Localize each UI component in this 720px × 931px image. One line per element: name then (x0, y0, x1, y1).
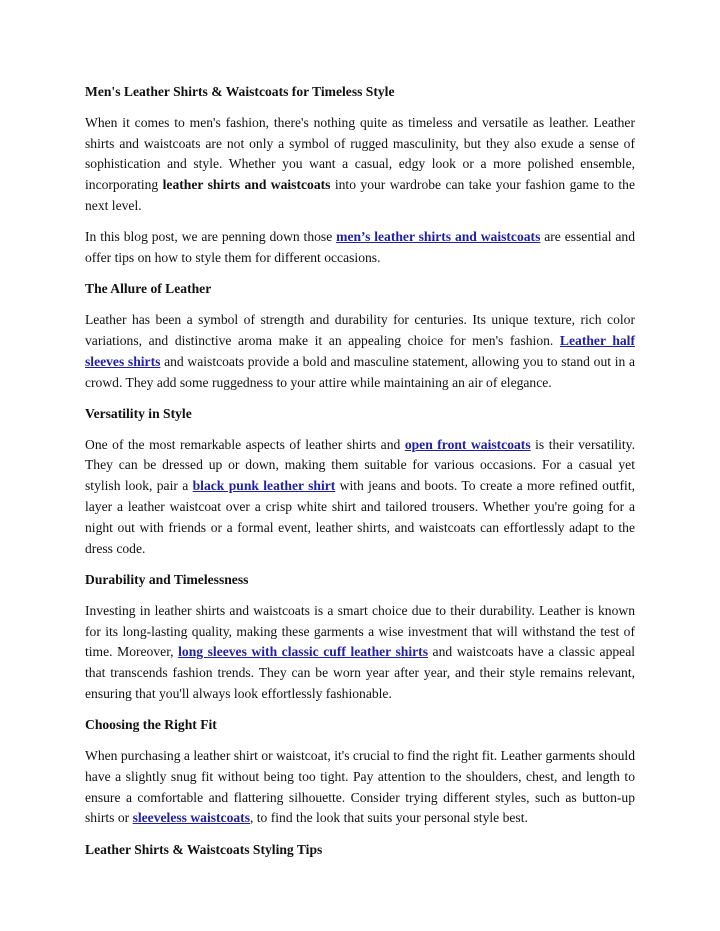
section-heading-right-fit: Choosing the Right Fit (85, 717, 217, 733)
section-paragraph-right-fit (85, 746, 635, 829)
section-paragraph-allure (85, 310, 635, 393)
intro-text: In this blog post, we are penning down those (85, 229, 337, 245)
section-heading-durability: Durability and Timelessness (85, 571, 249, 587)
section-text: Investing in leather shirts and waistcoats is a smart choice due to their durability. Leather is known for its long-lasting quality, making these garments a wise investment that will withstand the test of time. Moreover, (85, 602, 635, 660)
section-text: is their versatility. They can be dressed up or down, making them suitable for various occasions. For a casual yet stylish look, pair a (85, 436, 635, 494)
link-leather-half-sleeves-shirts[interactable]: Leather half sleeves shirts (85, 332, 635, 369)
intro-text: into your wardrobe can take your fashion game to the next level. (85, 177, 636, 213)
link-sleeveless-waistcoats[interactable]: sleeveless waistcoats (132, 810, 250, 826)
section-text: and waistcoats provide a bold and masculine statement, allowing you to stand out in a crowd. They add some ruggedness to your attire while maintaining an air of elegance. (85, 353, 635, 390)
document-title: Men's Leather Shirts & Waistcoats for Timeless Style (85, 84, 395, 99)
section-paragraph-versatility (85, 435, 635, 560)
section-heading-styling-tips: Leather Shirts & Waistcoats Styling Tips (85, 841, 323, 857)
intro-paragraph-1 (85, 113, 635, 217)
section-text: with jeans and boots. To create a more refined outfit, layer a leather waistcoat over a crisp white shirt and tailored trousers. Whether you're going for a night out with friends or a formal event, leather shirts, and waistcoats can effortlessly adapt to the dress code. (85, 478, 635, 556)
section-text: When purchasing a leather shirt or waistcoat, it's crucial to find the right fit. Leather garments should have a slightly snug fit without being too tight. Pay attention to the shoulders, chest, and length to ensure a comfortable and flattering silhouette. Consider trying different styles, such as button-up shirts or (85, 748, 635, 826)
link-open-front-waistcoats[interactable]: open front waistcoats (404, 436, 531, 452)
document-page (85, 82, 635, 871)
section-text: and waistcoats have a classic appeal that transcends fashion trends. They can be worn year after year, and their style remains relevant, ensuring that you'll always look effortlessly fashionable. (85, 644, 636, 701)
intro-text: are essential and offer tips on how to style them for different occasions. (85, 229, 635, 266)
section-text: Leather has been a symbol of strength and durability for centuries. Its unique texture, rich color variations, and distinctive aroma make it an appealing choice for men's fashion. (85, 312, 635, 348)
intro-text: When it comes to men's fashion, there's nothing quite as timeless and versatile as leather. Leather shirts and waistcoats are not only a symbol of rugged masculinity, but they also exude a sense of sophistication and style. Whether you want a casual, edgy look or a more polished ensemble, incorporating (85, 114, 635, 193)
section-text: One of the most remarkable aspects of leather shirts and (85, 436, 405, 452)
link-black-punk-leather-shirt[interactable]: black punk leather shirt (192, 478, 336, 494)
intro-bold-phrase: leather shirts and waistcoats (162, 177, 331, 193)
section-heading-allure: The Allure of Leather (85, 281, 212, 297)
section-text: , to find the look that suits your personal style best. (249, 810, 528, 826)
link-mens-leather-shirts-and-waistcoats[interactable]: men’s leather shirts and waistcoats (336, 229, 541, 245)
intro-paragraph-2 (85, 227, 635, 269)
section-heading-versatility: Versatility in Style (85, 405, 192, 421)
link-long-sleeves-classic-cuff-leather-shirts[interactable]: long sleeves with classic cuff leather shirts (178, 644, 428, 660)
section-paragraph-durability (85, 601, 635, 705)
